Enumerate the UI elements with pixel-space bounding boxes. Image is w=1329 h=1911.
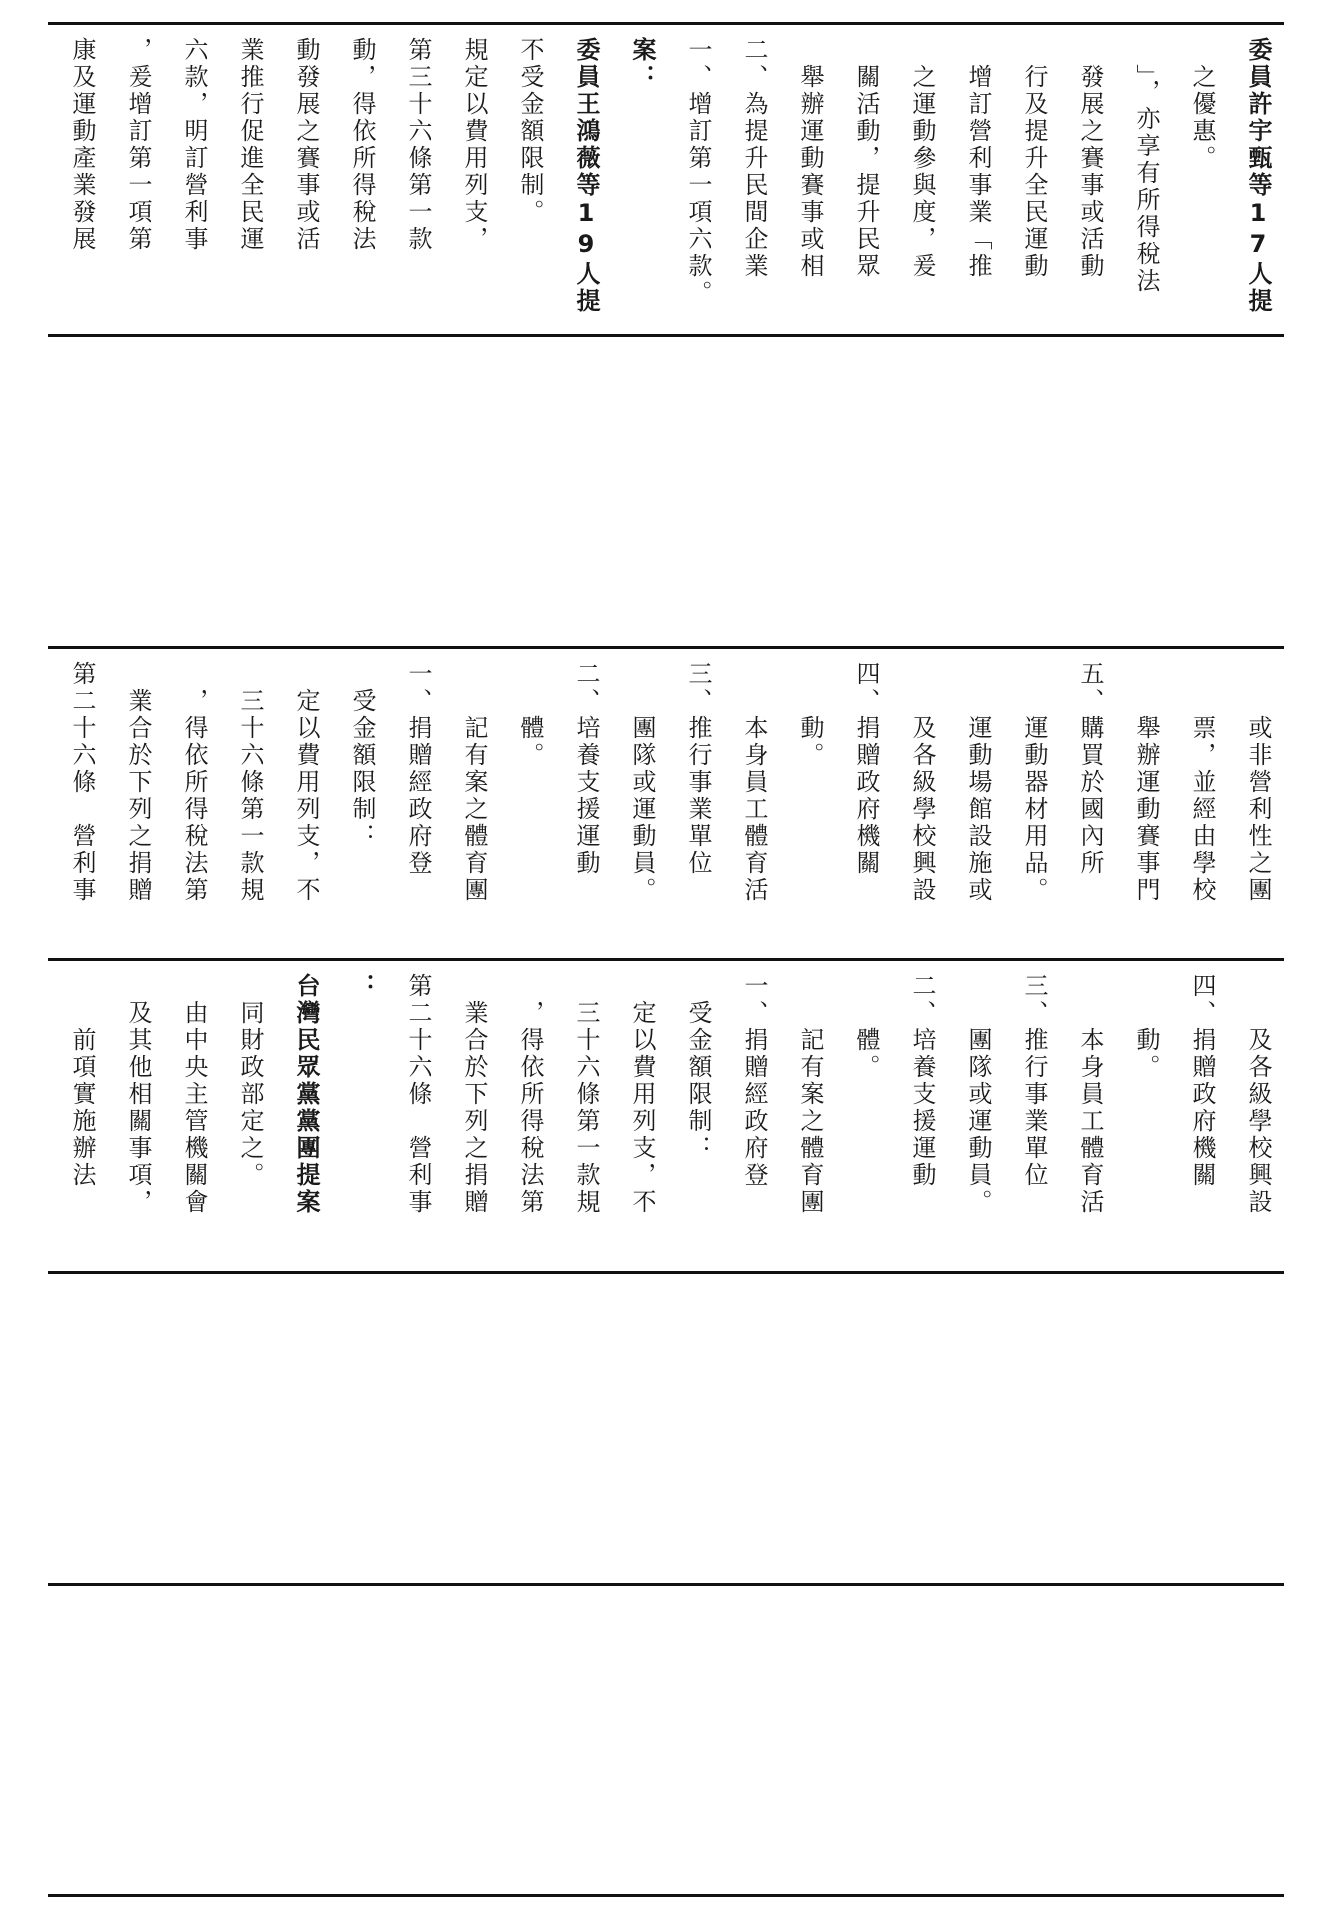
text-column: ，爰增訂第一項第 (124, 37, 152, 253)
text-column: 業推行促進全民運 (236, 37, 264, 253)
text-band-5 (48, 1274, 1284, 1583)
text-column: 受金額限制： (684, 1000, 712, 1162)
text-column: 康及運動產業發展 (68, 37, 96, 253)
text-column: 本身員工體育活 (1076, 1027, 1104, 1216)
text-column: 業合於下列之捐贈 (460, 1000, 488, 1216)
text-column: 記有案之體育團 (460, 715, 488, 904)
document-page (48, 22, 1284, 1892)
text-column: 之運動參與度，爰 (908, 64, 936, 280)
text-column: 三十六條第一款規 (236, 688, 264, 904)
horizontal-rule (48, 1894, 1284, 1897)
text-column: 動，得依所得稅法 (348, 37, 376, 253)
text-column: 團隊或運動員。 (964, 1027, 992, 1216)
text-column: 及各級學校興設 (908, 715, 936, 904)
text-column: 一、捐贈經政府登 (404, 661, 432, 877)
text-band-3 (48, 649, 1284, 958)
text-column: ，得依所得稅法第 (180, 688, 208, 904)
text-column: 五、購買於國內所 (1076, 661, 1104, 877)
text-column: 一、捐贈經政府登 (740, 973, 768, 1189)
text-column: 第三十六條第一款 (404, 37, 432, 253)
text-column: 之優惠。 (1188, 64, 1216, 172)
text-column: 記有案之體育團 (796, 1027, 824, 1216)
text-column: 第二十六條 營利事 (404, 973, 432, 1216)
text-column: 關活動，提升民眾 (852, 64, 880, 280)
text-column: 定以費用列支，不 (628, 1000, 656, 1216)
text-column: 體。 (852, 1027, 880, 1081)
text-column: 及各級學校興設 (1244, 1027, 1272, 1216)
text-column: 一、增訂第一項六款。 (684, 37, 712, 307)
text-column: ，得依所得稅法第 (516, 1000, 544, 1216)
text-column: 同財政部定之。 (236, 1000, 264, 1189)
section-heading: 委員許宇甄等17人提 (1244, 37, 1272, 315)
text-column: 四、捐贈政府機關 (1188, 973, 1216, 1189)
text-column: 二、培養支援運動 (572, 661, 600, 877)
text-column: 四、捐贈政府機關 (852, 661, 880, 877)
section-heading: 案： (628, 37, 656, 91)
section-heading: 委員王鴻薇等19人提 (572, 37, 600, 315)
text-column: 三十六條第一款規 (572, 1000, 600, 1216)
text-column: 三、推行事業單位 (684, 661, 712, 877)
text-column: 由中央主管機關會 (180, 1000, 208, 1216)
text-column: 體。 (516, 715, 544, 769)
text-band-4 (48, 961, 1284, 1271)
text-column: 及其他相關事項， (124, 1000, 152, 1216)
text-column: 前項實施辦法 (68, 1027, 96, 1189)
section-heading: 台灣民眾黨黨團提案 (292, 973, 320, 1216)
text-column: 動。 (1132, 1027, 1160, 1081)
text-column: 六款，明訂營利事 (180, 37, 208, 253)
text-column: 業合於下列之捐贈 (124, 688, 152, 904)
text-column: 二、為提升民間企業 (740, 37, 768, 280)
text-column: 二、培養支援運動 (908, 973, 936, 1189)
text-column: 不受金額限制。 (516, 37, 544, 226)
text-column: 舉辦運動賽事門 (1132, 715, 1160, 904)
text-column: 或非營利性之團 (1244, 715, 1272, 904)
text-column: 運動場館設施或 (964, 715, 992, 904)
text-column: 團隊或運動員。 (628, 715, 656, 904)
text-column: 規定以費用列支， (460, 37, 488, 253)
text-column: 第二十六條 營利事 (68, 661, 96, 904)
text-column: 受金額限制： (348, 688, 376, 850)
text-band-1 (48, 25, 1284, 334)
text-column: 三、推行事業單位 (1020, 973, 1048, 1189)
text-column: 定以費用列支，不 (292, 688, 320, 904)
text-column: 票，並經由學校 (1188, 715, 1216, 904)
text-column: 增訂營利事業「推 (964, 64, 992, 280)
text-column: 動發展之賽事或活 (292, 37, 320, 253)
text-column: 發展之賽事或活動 (1076, 64, 1104, 280)
text-column: 本身員工體育活 (740, 715, 768, 904)
section-heading: ： (348, 973, 376, 1000)
text-column: 舉辦運動賽事或相 (796, 64, 824, 280)
text-band-2 (48, 337, 1284, 646)
text-column: 」，亦享有所得稅法 (1132, 64, 1160, 295)
text-column: 行及提升全民運動 (1020, 64, 1048, 280)
text-column: 動。 (796, 715, 824, 769)
text-column: 運動器材用品。 (1020, 715, 1048, 904)
text-band-6 (48, 1586, 1284, 1894)
